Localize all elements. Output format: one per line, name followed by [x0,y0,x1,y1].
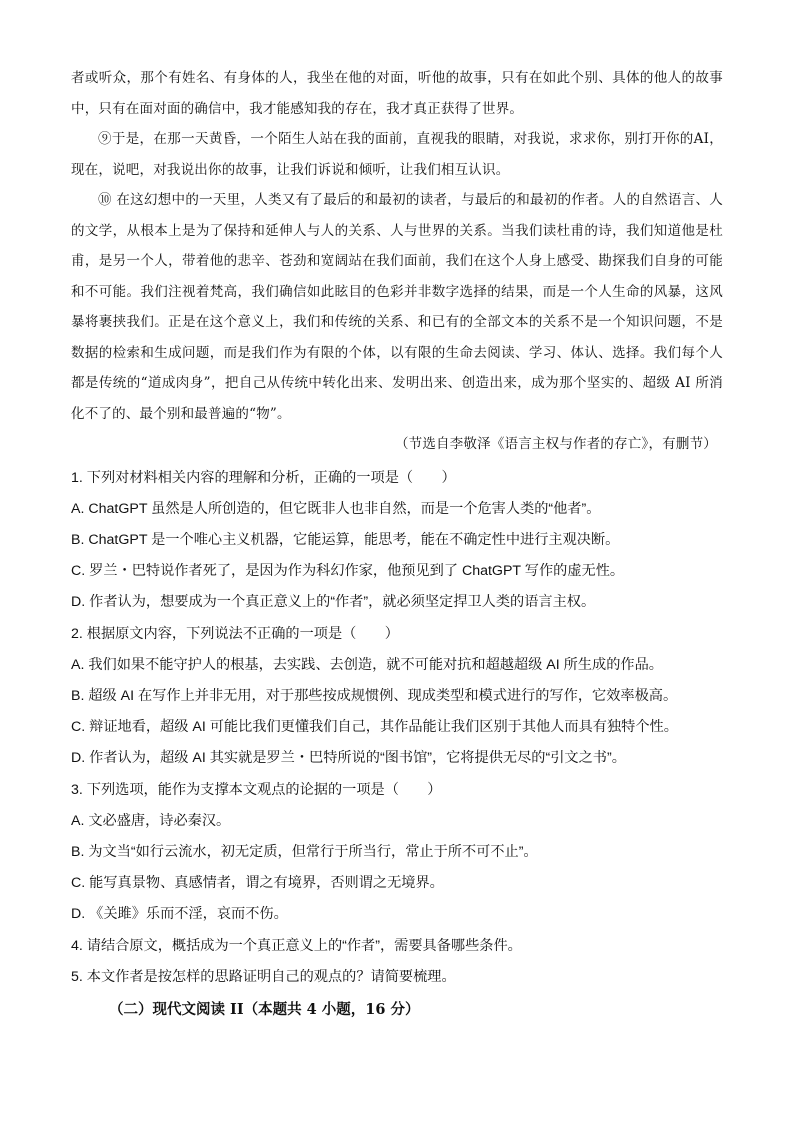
reading-passage [71,63,723,460]
passage-paragraph-10: ⑩ 在这幻想中的一天里，人类又有了最后的和最初的读者，与最后的和最初的作者。人的自然语言、人的文学，从根本上是为了保持和延伸人与人的关系、人与世界的关系。当我们读杜甫的诗，我们知道他是杜甫，是另一个人，带着他的悲辛、苍劲和宽阔站在我们面前，我们在这个人身上感受、勘探我们自身的可能和不可能。我们注视着梵高，我们确信如此眩目的色彩并非数字选择的结果，而是一个人生命的风暴，这风暴将裹挟我们。正是在这个意义上，我们和传统的关系、和已有的全部文本的关系不是一个知识问题，不是数据的检索和生成问题，而是我们作为有限的个体，以有限的生命去阅读、学习、体认、选择。我们每个人都是传统的“道成肉身”，把自己从传统中转化出来、发明出来、创造出来，成为那个坚实的、超级 AI 所消化不了的、最个别和最普遍的“物”。 [71,192,723,422]
question-4 [71,931,723,962]
passage-paragraph-9: ⑨于是，在那一天黄昏，一个陌生人站在我的面前，直视我的眼睛，对我说，求求你，别打开你的AI，现在，说吧，对我说出你的故事，让我们诉说和倾听，让我们相互认识。 [71,131,723,178]
question-2 [71,619,723,775]
option-d: D. 作者认为，想要成为一个真正意义上的“作者”，就必须坚定捍卫人类的语言主权。 [71,594,596,611]
question-stem: 3. 下列选项，能作为支撑本文观点的论据的一项是（ ） [71,781,442,798]
option-d: D. 《关雎》乐而不淫，哀而不伤。 [71,906,288,923]
question-stem: 4. 请结合原文，概括成为一个真正意义上的“作者”，需要具备哪些条件。 [71,937,522,954]
option-a: A. 文必盛唐，诗必秦汉。 [71,812,231,829]
option-a: A. 我们如果不能守护人的根基，去实践、去创造，就不可能对抗和超越超级 AI 所生成的作品。 [71,656,663,673]
option-c: C. 罗兰・巴特说作者死了，是因为作为科幻作家，他预见到了 ChatGPT 写作的虚无性。 [71,563,625,580]
question-stem: 1. 下列对材料相关内容的理解和分析，正确的一项是（ ） [71,469,456,486]
option-c: C. 能写真景物、真感情者，谓之有境界，否则谓之无境界。 [71,875,444,892]
option-c: C. 辩证地看，超级 AI 可能比我们更懂我们自己，其作品能让我们区别于其他人而具有独特个性。 [71,719,678,736]
option-a: A. ChatGPT 虽然是人所创造的，但它既非人也非自然，而是一个危害人类的“他者”。 [71,500,601,517]
question-stem: 2. 根据原文内容，下列说法不正确的一项是（ ） [71,625,399,642]
option-d: D. 作者认为，超级 AI 其实就是罗兰・巴特所说的“图书馆”，它将提供无尽的“引文之书”。 [71,750,626,767]
question-3 [71,775,723,931]
option-b: B. 超级 AI 在写作上并非无用，对于那些按成规惯例、现成类型和模式进行的写作，它效率极高。 [71,687,678,704]
question-stem: 5. 本文作者是按怎样的思路证明自己的观点的？请简要梳理。 [71,968,456,985]
question-list [71,463,723,993]
question-5 [71,962,723,993]
option-b: B. ChatGPT 是一个唯心主义机器，它能运算，能思考，能在不确定性中进行主观决断。 [71,531,620,548]
passage-source: （节选自李敬泽《语言主权与作者的存亡》，有删节） [394,436,717,452]
option-b: B. 为文当“如行云流水，初无定质，但常行于所当行，常止于所不可不止”。 [71,843,538,860]
passage-paragraph-8-end: 者或听众，那个有姓名、有身体的人，我坐在他的对面，听他的故事，只有在如此个别、具体的他人的故事中，只有在面对面的确信中，我才能感知我的存在，我才真正获得了世界。 [71,70,723,117]
question-1 [71,463,723,619]
section-heading: （二）现代文阅读 II（本题共 4 小题，16 分） [109,1000,420,1018]
